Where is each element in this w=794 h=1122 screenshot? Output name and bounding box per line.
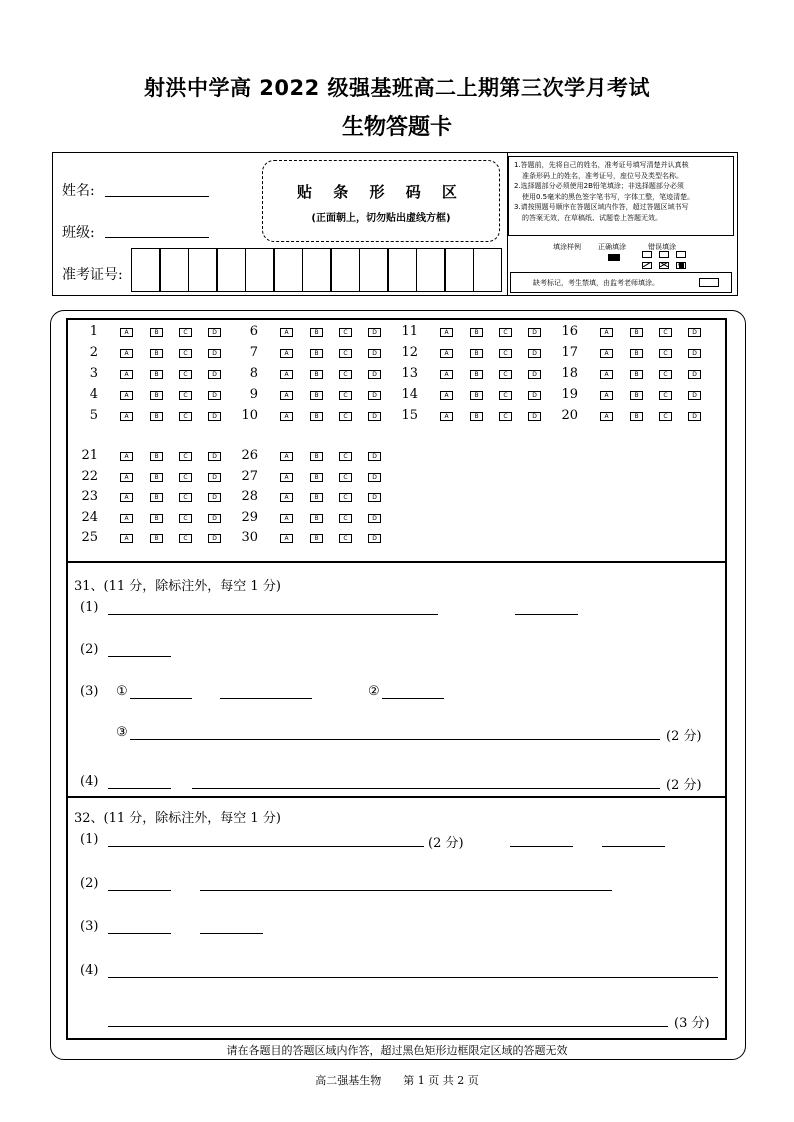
answer-bubble-c[interactable]: C: [499, 328, 512, 337]
correct-fill-label: 正确填涂: [598, 243, 626, 251]
id-digit-box[interactable]: [445, 248, 474, 292]
barcode-subtitle: (正面朝上，切勿贴出虚线方框): [311, 213, 451, 224]
question-number: 10: [241, 408, 258, 423]
answer-bubble-a[interactable]: A: [120, 514, 133, 523]
absent-mark-label: 缺考标记，考生禁填，由监考老师填涂。: [533, 279, 659, 287]
answer-bubble-d[interactable]: D: [208, 473, 221, 482]
answer-bubble-c[interactable]: C: [499, 370, 512, 379]
answer-bubble-d[interactable]: D: [368, 452, 381, 461]
answer-bubble-a[interactable]: A: [280, 473, 293, 482]
answer-bubble-a[interactable]: A: [440, 370, 453, 379]
q31-part2-label: (2): [80, 642, 99, 657]
answer-bubble-a[interactable]: A: [280, 412, 293, 421]
question-number: 23: [81, 489, 98, 504]
correct-fill-sample: [608, 254, 620, 261]
answer-bubble-c[interactable]: C: [499, 391, 512, 400]
answer-bubble-a[interactable]: A: [280, 493, 293, 502]
answer-bubble-c[interactable]: C: [339, 412, 352, 421]
answer-bubble-c[interactable]: C: [179, 452, 192, 461]
question-number: 15: [401, 408, 418, 423]
answer-bubble-b[interactable]: B: [310, 391, 323, 400]
answer-bubble-b[interactable]: B: [470, 328, 483, 337]
question-number: 19: [561, 387, 578, 402]
q31-part3-label: (3): [80, 684, 99, 699]
answer-bubble-c[interactable]: C: [179, 493, 192, 502]
answer-bubble-a[interactable]: A: [280, 370, 293, 379]
instruction-line: 准条形码上的姓名，准考证号，座位号及类型名称。: [522, 171, 683, 180]
answer-bubble-b[interactable]: B: [310, 534, 323, 543]
barcode-area: [262, 160, 500, 242]
question-number: 21: [81, 448, 98, 463]
answer-area: [66, 318, 727, 1040]
question-number: 28: [241, 489, 258, 504]
answer-bubble-b[interactable]: B: [150, 391, 163, 400]
answer-bubble-a[interactable]: A: [280, 349, 293, 358]
answer-bubble-d[interactable]: D: [528, 391, 541, 400]
answer-bubble-b[interactable]: B: [150, 493, 163, 502]
answer-bubble-a[interactable]: A: [280, 534, 293, 543]
question-number: 29: [241, 509, 258, 525]
answer-bubble-a[interactable]: A: [280, 452, 293, 461]
answer-bubble-d[interactable]: D: [368, 493, 381, 502]
answer-bubble-b[interactable]: B: [310, 452, 323, 461]
answer-bubble-b[interactable]: B: [470, 349, 483, 358]
answer-bubble-b[interactable]: B: [630, 370, 643, 379]
question-number: 24: [81, 509, 98, 525]
instruction-line: 1.答题前，先将自己的姓名，准考证号填写清楚并认真核: [514, 161, 689, 169]
answer-bubble-c[interactable]: C: [179, 370, 192, 379]
answer-bubble-d[interactable]: D: [368, 349, 381, 358]
answer-bubble-d[interactable]: D: [208, 452, 221, 461]
id-digit-box[interactable]: [473, 248, 502, 292]
answer-bubble-a[interactable]: A: [120, 349, 133, 358]
answer-bubble-c[interactable]: C: [179, 534, 192, 543]
answer-bubble-b[interactable]: B: [470, 370, 483, 379]
answer-bubble-d[interactable]: D: [208, 370, 221, 379]
q31-part3-answer-2[interactable]: [382, 698, 444, 699]
answer-bubble-b[interactable]: B: [150, 328, 163, 337]
question-number: 16: [561, 324, 578, 339]
q31-part1-answer-a[interactable]: [108, 614, 438, 615]
answer-bubble-d[interactable]: D: [208, 493, 221, 502]
answer-bubble-b[interactable]: B: [470, 391, 483, 400]
answer-bubble-a[interactable]: A: [440, 349, 453, 358]
answer-bubble-d[interactable]: D: [368, 412, 381, 421]
answer-bubble-c[interactable]: C: [659, 412, 672, 421]
answer-bubble-d[interactable]: D: [528, 412, 541, 421]
question-number: 17: [561, 345, 578, 360]
id-digit-box[interactable]: [217, 248, 246, 292]
question-number: 8: [249, 366, 258, 381]
id-digit-box[interactable]: [131, 248, 160, 292]
q31-part1-label: (1): [80, 600, 99, 615]
answer-bubble-a[interactable]: A: [120, 412, 133, 421]
answer-bubble-c[interactable]: C: [179, 473, 192, 482]
answer-bubble-b[interactable]: B: [150, 514, 163, 523]
q32-part1-answer-a[interactable]: [108, 846, 424, 847]
q31-part4-score: (2 分): [666, 778, 702, 793]
question-number: 13: [401, 366, 418, 381]
question-number: 1: [89, 324, 98, 339]
q31-part3-score: (2 分): [666, 729, 702, 744]
class-label: 班级:: [62, 225, 95, 241]
answer-bubble-a[interactable]: A: [600, 328, 613, 337]
answer-bubble-c[interactable]: C: [659, 328, 672, 337]
question-number: 12: [401, 345, 418, 360]
answer-bubble-b[interactable]: B: [310, 349, 323, 358]
question-number: 3: [89, 366, 98, 381]
answer-bubble-d[interactable]: D: [208, 514, 221, 523]
answer-bubble-b[interactable]: B: [150, 473, 163, 482]
question-number: 26: [241, 448, 258, 463]
answer-bubble-b[interactable]: B: [150, 370, 163, 379]
q32-part4-score: (3 分): [674, 1016, 710, 1031]
instruction-line: 2.选择题部分必须使用2B铅笔填涂；非选择题部分必须: [514, 182, 684, 190]
answer-bubble-c[interactable]: C: [179, 391, 192, 400]
answer-bubble-d[interactable]: D: [208, 349, 221, 358]
wrong-fill-partial-icon: [676, 262, 686, 269]
instructions-box: [508, 156, 734, 236]
answer-bubble-b[interactable]: B: [150, 349, 163, 358]
answer-bubble-c[interactable]: C: [659, 370, 672, 379]
id-digit-box[interactable]: [160, 248, 189, 292]
answer-bubble-c[interactable]: C: [179, 349, 192, 358]
answer-bubble-a[interactable]: A: [120, 534, 133, 543]
answer-bubble-b[interactable]: B: [310, 473, 323, 482]
q32-part4-label: (4): [80, 963, 99, 978]
answer-bubble-c[interactable]: C: [179, 412, 192, 421]
answer-bubble-a[interactable]: A: [120, 452, 133, 461]
answer-bubble-b[interactable]: B: [310, 370, 323, 379]
answer-bubble-c[interactable]: C: [339, 473, 352, 482]
answer-bubble-a[interactable]: A: [120, 391, 133, 400]
question-number: 14: [401, 387, 418, 402]
answer-bubble-c[interactable]: C: [339, 514, 352, 523]
question-number: 11: [401, 324, 418, 339]
answer-bubble-a[interactable]: A: [280, 514, 293, 523]
answer-bubble-a[interactable]: A: [280, 391, 293, 400]
answer-bubble-a[interactable]: A: [600, 391, 613, 400]
question-number: 6: [249, 324, 258, 339]
wrong-fill-dot-icon: [676, 251, 686, 258]
fill-example-label: 填涂样例: [553, 243, 581, 251]
section-divider: [66, 561, 727, 563]
answer-bubble-c[interactable]: C: [339, 493, 352, 502]
wrong-fill-label: 错误填涂: [648, 243, 676, 251]
answer-bubble-c[interactable]: C: [339, 349, 352, 358]
id-label: 准考证号:: [62, 267, 123, 283]
id-digit-box[interactable]: [302, 248, 331, 292]
answer-bubble-d[interactable]: D: [528, 370, 541, 379]
class-field[interactable]: [105, 236, 209, 238]
answer-area-warning: 请在各题目的答题区域内作答，超过黑色矩形边框限定区域的答题无效: [226, 1044, 568, 1057]
answer-bubble-a[interactable]: A: [600, 349, 613, 358]
answer-sheet-title: 生物答题卡: [341, 115, 452, 140]
answer-bubble-d[interactable]: D: [368, 534, 381, 543]
answer-bubble-b[interactable]: B: [630, 391, 643, 400]
answer-bubble-a[interactable]: A: [120, 473, 133, 482]
answer-bubble-b[interactable]: B: [630, 349, 643, 358]
id-digit-box[interactable]: [331, 248, 360, 292]
q31-part3-answer-3[interactable]: [130, 739, 660, 740]
answer-bubble-b[interactable]: B: [630, 328, 643, 337]
question-number: 4: [89, 387, 98, 402]
answer-bubble-c[interactable]: C: [339, 370, 352, 379]
answer-bubble-b[interactable]: B: [310, 328, 323, 337]
q32-part1-label: (1): [80, 832, 99, 847]
instruction-line: 的答案无效，在草稿纸、试题卷上答题无效。: [522, 213, 662, 222]
answer-bubble-b[interactable]: B: [470, 412, 483, 421]
answer-bubble-c[interactable]: C: [499, 349, 512, 358]
answer-bubble-d[interactable]: D: [368, 473, 381, 482]
page-footer: 高二强基生物 第 1 页 共 2 页: [315, 1074, 479, 1087]
question-number: 9: [249, 387, 258, 402]
answer-bubble-d[interactable]: D: [528, 328, 541, 337]
answer-bubble-c[interactable]: C: [339, 452, 352, 461]
q32-header: 32、(11 分，除标注外，每空 1 分): [74, 811, 281, 826]
answer-bubble-b[interactable]: B: [310, 493, 323, 502]
id-digit-box[interactable]: [388, 248, 417, 292]
q31-part4-label: (4): [80, 774, 99, 789]
name-field[interactable]: [105, 195, 209, 197]
q32-part1-score: (2 分): [428, 836, 464, 851]
answer-bubble-c[interactable]: C: [659, 349, 672, 358]
q31-part2-answer[interactable]: [108, 656, 171, 657]
id-digit-box[interactable]: [416, 248, 445, 292]
id-digit-box[interactable]: [188, 248, 217, 292]
absent-mark-checkbox[interactable]: [699, 278, 719, 287]
q31-circle-2: ②: [368, 684, 380, 699]
answer-bubble-b[interactable]: B: [150, 534, 163, 543]
answer-bubble-d[interactable]: D: [688, 328, 701, 337]
answer-bubble-a[interactable]: A: [120, 493, 133, 502]
answer-bubble-d[interactable]: D: [208, 412, 221, 421]
question-number: 30: [241, 530, 258, 545]
answer-bubble-d[interactable]: D: [368, 328, 381, 337]
answer-bubble-b[interactable]: B: [310, 514, 323, 523]
q32-part4-answer-line2[interactable]: [108, 1026, 668, 1027]
wrong-fill-empty-icon: [642, 262, 652, 269]
answer-bubble-d[interactable]: D: [368, 391, 381, 400]
answer-bubble-a[interactable]: A: [280, 328, 293, 337]
q32-part2-answer-b[interactable]: [200, 890, 612, 891]
answer-bubble-a[interactable]: A: [440, 328, 453, 337]
q31-part4-answer-b[interactable]: [192, 788, 660, 789]
id-digit-box[interactable]: [274, 248, 303, 292]
wrong-fill-empty-icon: [659, 262, 669, 269]
question-number: 22: [81, 468, 98, 484]
question-number: 18: [561, 366, 578, 381]
answer-bubble-d[interactable]: D: [208, 391, 221, 400]
q32-part2-label: (2): [80, 876, 99, 891]
answer-bubble-c[interactable]: C: [179, 514, 192, 523]
answer-bubble-b[interactable]: B: [630, 412, 643, 421]
answer-bubble-b[interactable]: B: [150, 452, 163, 461]
answer-bubble-d[interactable]: D: [688, 391, 701, 400]
instruction-line: 3.请按照题号顺序在答题区域内作答，超过答题区域书写: [514, 203, 689, 211]
q31-part1-answer-b[interactable]: [515, 614, 578, 615]
q31-part3-answer-1b[interactable]: [220, 698, 312, 699]
answer-bubble-d[interactable]: D: [368, 514, 381, 523]
exam-title: 射洪中学高 2022 级强基班高二上期第三次学月考试: [143, 76, 651, 100]
answer-bubble-c[interactable]: C: [339, 391, 352, 400]
answer-bubble-a[interactable]: A: [600, 412, 613, 421]
q31-circle-3: ③: [116, 725, 128, 740]
q32-part4-answer-line1[interactable]: [108, 977, 718, 978]
id-digit-box[interactable]: [359, 248, 388, 292]
question-number: 7: [249, 345, 258, 360]
q31-part4-answer-a[interactable]: [108, 788, 171, 789]
answer-bubble-c[interactable]: C: [659, 391, 672, 400]
q31-circle-1: ①: [116, 684, 128, 699]
answer-bubble-a[interactable]: A: [600, 370, 613, 379]
wrong-fill-slash-icon: [642, 251, 652, 258]
question-number: 27: [241, 468, 258, 484]
instruction-line: 使用0.5毫米的黑色签字笔书写，字体工整，笔迹清楚。: [522, 192, 695, 201]
answer-bubble-d[interactable]: D: [688, 412, 701, 421]
q32-part1-answer-c[interactable]: [602, 846, 665, 847]
answer-bubble-d[interactable]: D: [208, 534, 221, 543]
question-number: 5: [89, 408, 98, 423]
q31-part3-answer-1[interactable]: [130, 698, 192, 699]
name-label: 姓名:: [62, 183, 95, 199]
answer-bubble-d[interactable]: D: [688, 349, 701, 358]
answer-bubble-b[interactable]: B: [150, 412, 163, 421]
id-digit-box[interactable]: [245, 248, 274, 292]
answer-bubble-a[interactable]: A: [120, 328, 133, 337]
answer-bubble-d[interactable]: D: [528, 349, 541, 358]
answer-bubble-c[interactable]: C: [339, 534, 352, 543]
wrong-fill-cross-icon: [659, 251, 669, 258]
answer-bubble-a[interactable]: A: [120, 370, 133, 379]
answer-bubble-d[interactable]: D: [208, 328, 221, 337]
q32-part2-answer-a[interactable]: [108, 890, 171, 891]
answer-bubble-d[interactable]: D: [688, 370, 701, 379]
q31-header: 31、(11 分，除标注外，每空 1 分): [74, 579, 281, 594]
q32-part1-answer-b[interactable]: [510, 846, 573, 847]
answer-bubble-c[interactable]: C: [179, 328, 192, 337]
barcode-title: 贴 条 形 码 区: [297, 183, 465, 201]
question-number: 2: [89, 345, 98, 360]
absent-mark-box: [510, 272, 732, 293]
section-divider: [66, 796, 727, 798]
q32-part3-answer-b[interactable]: [200, 933, 263, 934]
question-number: 20: [561, 408, 578, 423]
answer-bubble-c[interactable]: C: [339, 328, 352, 337]
answer-bubble-b[interactable]: B: [310, 412, 323, 421]
answer-bubble-c[interactable]: C: [499, 412, 512, 421]
answer-bubble-a[interactable]: A: [440, 391, 453, 400]
q32-part3-label: (3): [80, 919, 99, 934]
q32-part3-answer-a[interactable]: [108, 933, 171, 934]
answer-bubble-d[interactable]: D: [368, 370, 381, 379]
question-number: 25: [81, 530, 98, 545]
answer-bubble-a[interactable]: A: [440, 412, 453, 421]
